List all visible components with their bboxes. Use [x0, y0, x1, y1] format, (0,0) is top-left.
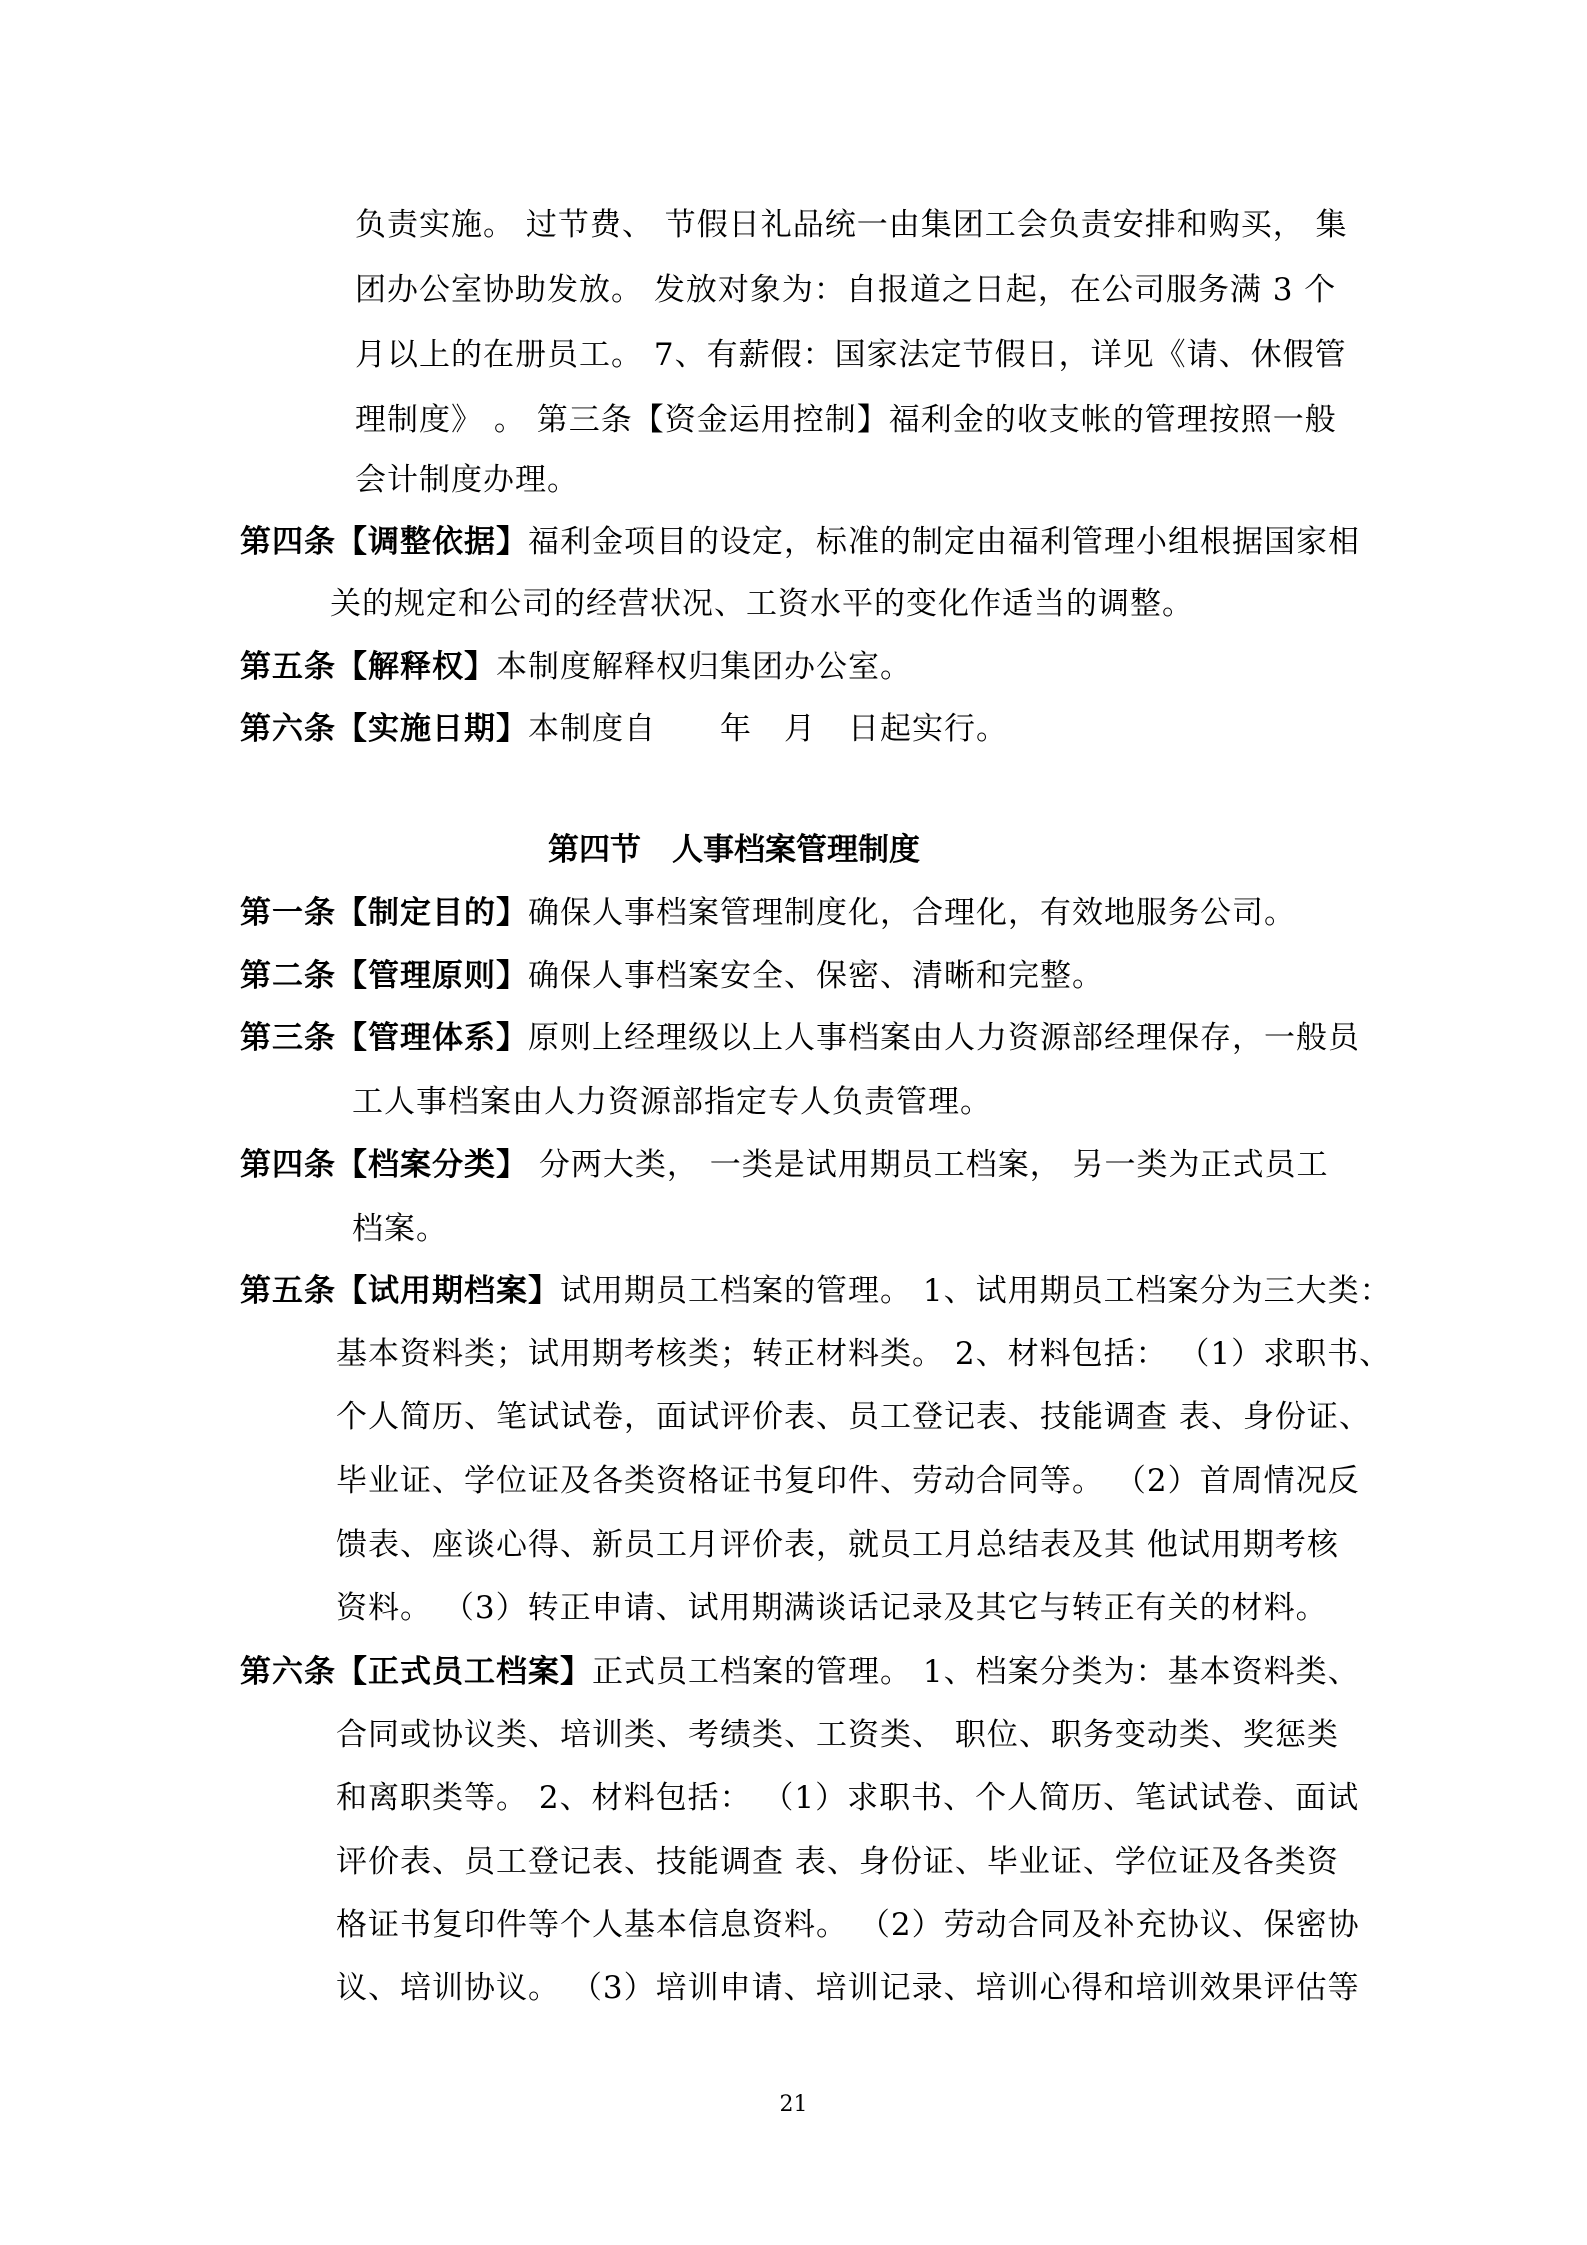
article-label: 第六条【实施日期】 [240, 711, 528, 747]
article-continuation: 和离职类等。 2、材料包括： （1）求职书、个人简历、笔试试卷、面试 [336, 1780, 1360, 1816]
article-label: 第四条【调整依据】 [240, 524, 528, 560]
article-label: 第三条【管理体系】 [240, 1020, 528, 1056]
article-text: 本制度解释权归集团办公室。 [496, 649, 912, 685]
article-adjustment-basis [240, 522, 1360, 562]
article-principles [240, 956, 1104, 996]
article-continuation: 资料。 （3）转正申请、试用期满谈话记录及其它与转正有关的材料。 [336, 1590, 1328, 1626]
paragraph-line: 月以上的在册员工。 7、有薪假：国家法定节假日，详见《请、休假管 [355, 337, 1347, 373]
article-text: 确保人事档案安全、保密、清晰和完整。 [528, 958, 1104, 994]
article-effective-date [240, 709, 1008, 749]
article-continuation: 馈表、座谈心得、新员工月评价表，就员工月总结表及其 他试用期考核 [336, 1527, 1339, 1563]
article-continuation: 毕业证、学位证及各类资格证书复印件、劳动合同等。 （2）首周情况反 [336, 1463, 1360, 1499]
article-text: 试用期员工档案的管理。 1、试用期员工档案分为三大类： [560, 1273, 1392, 1309]
article-continuation: 议、培训协议。 （3）培训申请、培训记录、培训心得和培训效果评估等 [336, 1970, 1360, 2006]
article-continuation: 基本资料类；试用期考核类；转正材料类。 2、材料包括： （1）求职书、 [336, 1336, 1392, 1372]
article-label: 第六条【正式员工档案】 [240, 1654, 592, 1690]
article-continuation: 格证书复印件等个人基本信息资料。 （2）劳动合同及补充协议、保密协 [336, 1907, 1360, 1943]
article-label: 第四条【档案分类】 [240, 1147, 528, 1183]
article-label: 第五条【解释权】 [240, 649, 496, 685]
article-regular-employee-files [240, 1652, 1360, 1692]
article-purpose [240, 893, 1296, 933]
article-text: 福利金项目的设定，标准的制定由福利管理小组根据国家相 [528, 524, 1360, 560]
article-continuation: 合同或协议类、培训类、考绩类、工资类、 职位、职务变动类、奖惩类 [336, 1717, 1339, 1753]
article-label: 第五条【试用期档案】 [240, 1273, 560, 1309]
section-title: 第四节 人事档案管理制度 [548, 832, 920, 868]
article-classification [240, 1145, 1329, 1185]
article-text: 本制度自 年 月 日起实行。 [528, 711, 1008, 747]
article-label: 第二条【管理原则】 [240, 958, 528, 994]
article-continuation: 关的规定和公司的经营状况、工资水平的变化作适当的调整。 [330, 586, 1194, 622]
page-number: 21 [779, 2092, 808, 2117]
paragraph-line: 会计制度办理。 [355, 462, 579, 498]
paragraph-line: 理制度》 。 第三条【资金运用控制】福利金的收支帐的管理按照一般 [355, 402, 1337, 438]
article-text: 正式员工档案的管理。 1、档案分类为：基本资料类、 [592, 1654, 1360, 1690]
article-continuation: 档案。 [352, 1211, 448, 1247]
paragraph-line: 团办公室协助发放。 发放对象为：自报道之日起，在公司服务满 3 个 [355, 272, 1337, 308]
article-management-system [240, 1018, 1360, 1058]
article-label: 第一条【制定目的】 [240, 895, 528, 931]
article-continuation: 个人简历、笔试试卷，面试评价表、员工登记表、技能调查 表、身份证、 [336, 1399, 1371, 1435]
article-text: 原则上经理级以上人事档案由人力资源部经理保存，一般员 [528, 1020, 1360, 1056]
article-interpretation [240, 647, 912, 687]
article-probation-files [240, 1271, 1392, 1311]
article-text: 分两大类， 一类是试用期员工档案， 另一类为正式员工 [528, 1147, 1329, 1183]
paragraph-line: 负责实施。 过节费、 节假日礼品统一由集团工会负责安排和购买， 集 [355, 207, 1348, 243]
article-continuation: 工人事档案由人力资源部指定专人负责管理。 [352, 1084, 992, 1120]
article-continuation: 评价表、员工登记表、技能调查 表、身份证、毕业证、学位证及各类资 [336, 1844, 1339, 1880]
article-text: 确保人事档案管理制度化，合理化，有效地服务公司。 [528, 895, 1296, 931]
